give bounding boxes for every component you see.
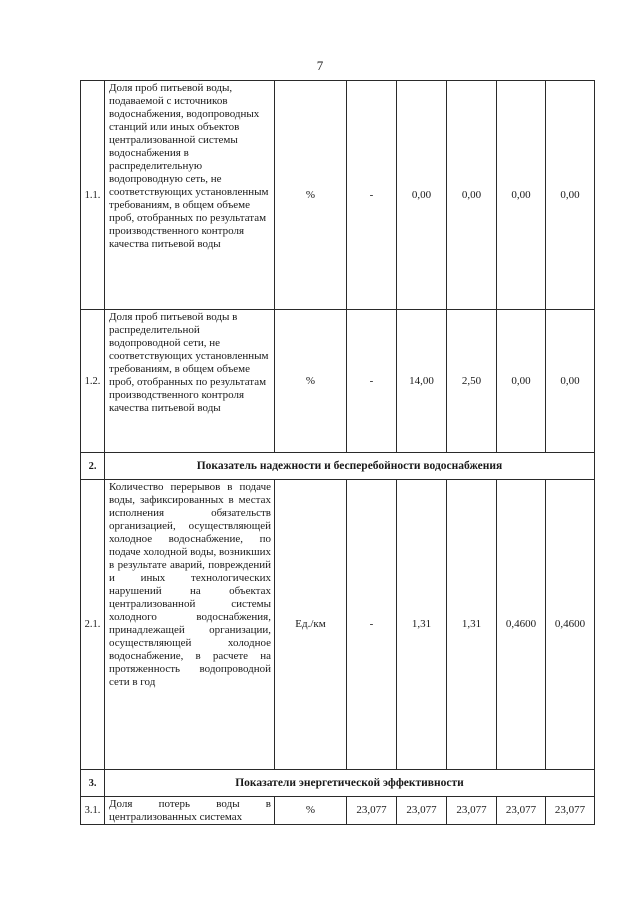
- section-title: Показатели энергетической эффективности: [105, 770, 595, 797]
- row-unit: %: [275, 81, 347, 310]
- row-number: 3.1.: [81, 797, 105, 825]
- table-row: [81, 797, 595, 825]
- row-description: Доля потерь воды в централизованных системах: [105, 797, 275, 825]
- row-value-4: 0,4600: [497, 480, 546, 770]
- row-value-2: 1,31: [397, 480, 447, 770]
- row-value-4: 0,00: [497, 81, 546, 310]
- row-value-1: 23,077: [347, 797, 397, 825]
- row-value-3: 0,00: [447, 81, 497, 310]
- row-description: Доля проб питьевой воды в распределительной водопроводной сети, не соответствующих установленным требованиям, в общем объеме проб, отобранных по результатам производственного контроля качества питьевой воды: [105, 310, 275, 453]
- section-header-row: [81, 453, 595, 480]
- row-value-3: 2,50: [447, 310, 497, 453]
- row-value-2: 0,00: [397, 81, 447, 310]
- row-number: 2.1.: [81, 480, 105, 770]
- row-value-4: 23,077: [497, 797, 546, 825]
- row-number: 1.2.: [81, 310, 105, 453]
- section-header-row: [81, 770, 595, 797]
- row-value-5: 0,4600: [546, 480, 595, 770]
- row-unit: %: [275, 310, 347, 453]
- row-value-3: 1,31: [447, 480, 497, 770]
- table-row: [81, 480, 595, 770]
- page-number: 7: [316, 58, 324, 73]
- row-number: 1.1.: [81, 81, 105, 310]
- section-number: 2.: [81, 453, 105, 480]
- section-number: 3.: [81, 770, 105, 797]
- row-value-5: 23,077: [546, 797, 595, 825]
- row-value-4: 0,00: [497, 310, 546, 453]
- row-value-2: 23,077: [397, 797, 447, 825]
- row-value-1: -: [347, 81, 397, 310]
- section-title: Показатель надежности и бесперебойности водоснабжения: [105, 453, 595, 480]
- row-value-1: -: [347, 310, 397, 453]
- row-description: Количество перерывов в подаче воды, зафиксированных в местах исполнения обязательств организацией, осуществляющей холодное водоснабжение, по подаче холодной воды, возникших в результате аварий, повреждений и иных технологических нарушений на объектах централизованной системы холодного водоснабжения, принадлежащей организации, осуществляющей холодное водоснабжение, в расчете на протяженность водопроводной сети в год: [105, 480, 275, 770]
- indicators-table: [80, 80, 595, 825]
- row-value-5: 0,00: [546, 81, 595, 310]
- row-value-5: 0,00: [546, 310, 595, 453]
- row-value-1: -: [347, 480, 397, 770]
- table-row: [81, 310, 595, 453]
- row-description: Доля проб питьевой воды, подаваемой с источников водоснабжения, водопроводных станций или иных объектов централизованной системы водоснабжения в распределительную водопроводную сеть, не соответствующих установленным требованиям, в общем объеме проб, отобранных по результатам производственного контроля качества питьевой воды: [105, 81, 275, 310]
- row-unit: %: [275, 797, 347, 825]
- table-row: [81, 81, 595, 310]
- row-unit: Ед./км: [275, 480, 347, 770]
- row-value-2: 14,00: [397, 310, 447, 453]
- row-value-3: 23,077: [447, 797, 497, 825]
